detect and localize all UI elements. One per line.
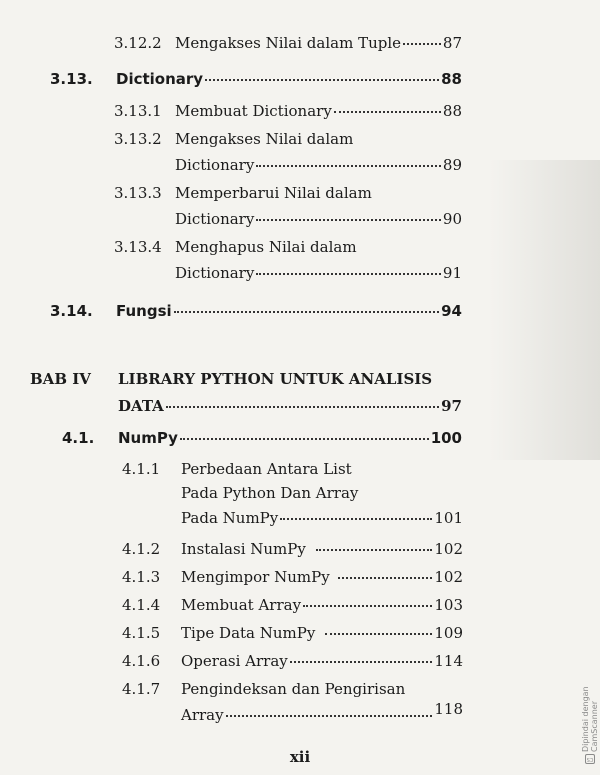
- entry-page: 102: [434, 568, 463, 586]
- page-number: xii: [289, 748, 311, 766]
- chapter-title-line2: DATA: [118, 397, 164, 415]
- chapter-title-line1: LIBRARY PYTHON UNTUK ANALISIS: [118, 370, 433, 388]
- entry-title-line1: Pengindeksan dan Pengirisan: [181, 680, 406, 698]
- entry-number: 4.1.3: [122, 568, 161, 586]
- entry-title-line1: Memperbarui Nilai dalam: [175, 184, 372, 202]
- camscanner-logo-icon: CS: [586, 756, 594, 762]
- toc-entry: [0, 676, 600, 728]
- dot-leader: [334, 110, 441, 113]
- entry-title-line2: Pada Python Dan Array: [181, 484, 359, 502]
- chapter-page: 97: [441, 397, 462, 415]
- section-page: 100: [430, 429, 462, 447]
- entry-title-line1: Menghapus Nilai dalam: [175, 238, 357, 256]
- section-line: [116, 66, 462, 92]
- entry-title-line1: Perbedaan Antara List: [181, 460, 352, 478]
- entry-number: 3.13.3: [114, 184, 162, 202]
- chapter-line: [118, 393, 462, 419]
- dot-leader: [325, 632, 432, 635]
- entry-title-line2: Dictionary: [175, 264, 255, 282]
- entry-number: 3.12.2: [114, 34, 162, 52]
- dot-leader: [166, 405, 439, 408]
- section-line: [118, 425, 462, 451]
- entry-page: 88: [442, 102, 462, 120]
- entry-page: 114: [434, 652, 463, 670]
- entry-line: [181, 648, 463, 674]
- dot-leader: [303, 604, 432, 607]
- entry-page: 89: [442, 156, 462, 174]
- section-number: 4.1.: [62, 429, 95, 447]
- watermark-text: Dipindai dengan CamScanner: [581, 686, 599, 752]
- dot-leader: [290, 660, 433, 663]
- dot-leader: [180, 437, 429, 440]
- section-page: 88: [441, 70, 462, 88]
- entry-title-line2: Dictionary: [175, 210, 255, 228]
- entry-page: 103: [434, 596, 463, 614]
- dot-leader: [226, 714, 433, 717]
- dot-leader: [403, 42, 441, 45]
- entry-title: Membuat Dictionary: [175, 102, 332, 120]
- entry-page: 109: [434, 624, 463, 642]
- dot-leader: [174, 310, 439, 313]
- entry-title-line2: Dictionary: [175, 156, 255, 174]
- scanner-watermark: [581, 672, 599, 764]
- entry-line: [181, 592, 463, 618]
- toc-entry: [0, 456, 600, 534]
- entry-number: 3.13.1: [114, 102, 162, 120]
- entry-line: [181, 564, 463, 590]
- dot-leader: [316, 548, 433, 551]
- entry-title: Operasi Array: [181, 652, 288, 670]
- entry-title-line1: Mengakses Nilai dalam: [175, 130, 354, 148]
- entry-title: Instalasi NumPy: [181, 540, 306, 558]
- entry-number: 4.1.4: [122, 596, 161, 614]
- entry-title: Mengimpor NumPy: [181, 568, 330, 586]
- entry-page: 91: [442, 264, 462, 282]
- entry-number: 4.1.7: [122, 680, 161, 698]
- dot-leader: [205, 78, 439, 81]
- entry-number: 4.1.5: [122, 624, 161, 642]
- entry-line: [175, 260, 462, 286]
- dot-leader: [338, 576, 433, 579]
- chapter-number: BAB IV: [30, 370, 91, 388]
- entry-number: 3.13.2: [114, 130, 162, 148]
- dot-leader: [280, 517, 432, 520]
- entry-line: [181, 505, 463, 531]
- toc-chapter: [0, 366, 600, 418]
- entry-line: [175, 152, 462, 178]
- section-page: 94: [441, 302, 462, 320]
- entry-page: 90: [442, 210, 462, 228]
- entry-number: 4.1.1: [122, 460, 161, 478]
- section-title: Dictionary: [116, 70, 204, 88]
- entry-line: [175, 206, 462, 232]
- entry-page: 87: [442, 34, 462, 52]
- entry-title-line2: Array: [181, 706, 224, 724]
- entry-number: 3.13.4: [114, 238, 162, 256]
- dot-leader: [256, 164, 441, 167]
- section-number: 3.14.: [50, 302, 93, 320]
- dot-leader: [256, 218, 441, 221]
- entry-title: Mengakses Nilai dalam Tuple: [175, 34, 402, 52]
- entry-title-line3: Pada NumPy: [181, 509, 279, 527]
- entry-number: 4.1.2: [122, 540, 161, 558]
- section-number: 3.13.: [50, 70, 93, 88]
- section-title: Fungsi: [116, 302, 172, 320]
- section-line: [116, 298, 462, 324]
- entry-line: [181, 620, 463, 646]
- section-title: NumPy: [118, 429, 178, 447]
- toc-entry: [0, 180, 600, 232]
- entry-title: Tipe Data NumPy: [181, 624, 316, 642]
- entry-title: Membuat Array: [181, 596, 302, 614]
- entry-line: [181, 536, 463, 562]
- entry-page: 101: [434, 509, 463, 527]
- entry-line: [175, 30, 462, 56]
- dot-leader: [256, 272, 441, 275]
- entry-line: [175, 98, 462, 124]
- entry-line: [181, 702, 463, 728]
- entry-number: 4.1.6: [122, 652, 161, 670]
- toc-entry: [0, 234, 600, 286]
- toc-entry: [0, 126, 600, 178]
- entry-page: 102: [434, 540, 463, 558]
- entry-page: 118: [434, 700, 463, 718]
